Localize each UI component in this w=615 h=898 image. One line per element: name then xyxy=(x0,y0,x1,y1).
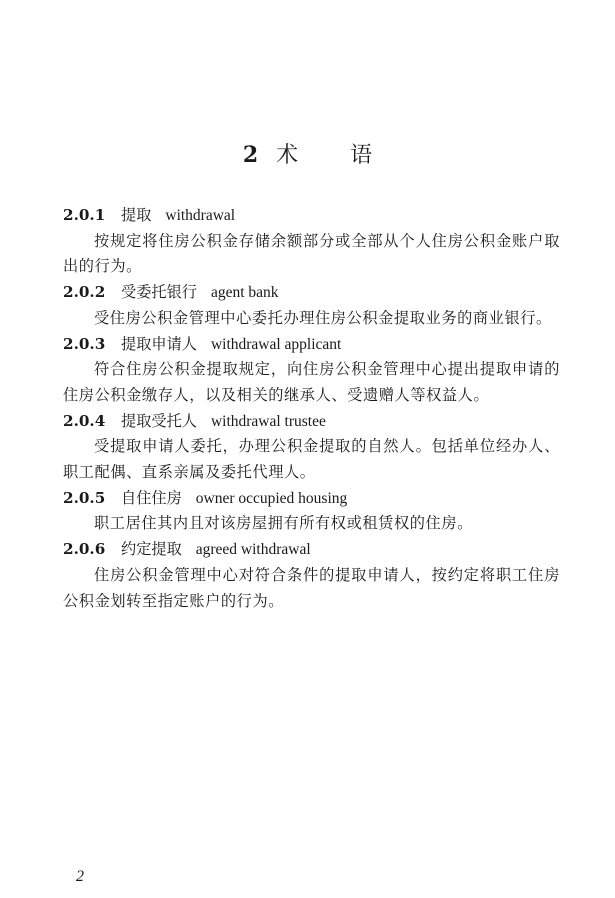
term-english: agreed withdrawal xyxy=(195,541,311,559)
term-entry xyxy=(63,537,560,614)
term-heading xyxy=(63,486,560,512)
term-number: 2.0.3 xyxy=(63,334,106,353)
term-heading xyxy=(63,537,560,563)
term-entry xyxy=(63,332,560,409)
term-number: 2.0.1 xyxy=(63,206,106,224)
term-heading xyxy=(63,332,560,358)
terms-list xyxy=(63,203,560,614)
term-number: 2.0.6 xyxy=(63,540,106,559)
term-definition: 职工居住其内且对该房屋拥有所有权或租赁权的住房。 xyxy=(94,514,473,533)
chapter-title-part2: 语 xyxy=(350,143,373,168)
term-chinese: 提取受托人 xyxy=(121,411,197,430)
term-definition: 受提取申请人委托，办理公积金提取的自然人。包括单位经办人、职工配偶、直系亲属及委托代理人。 xyxy=(63,437,560,482)
term-chinese: 提取申请人 xyxy=(121,334,197,353)
term-definition: 住房公积金管理中心对符合条件的提取申请人，按约定将职工住房公积金划转至指定账户的行为。 xyxy=(63,565,560,610)
term-definition: 按规定将住房公积金存储余额部分或全部从个人住房公积金账户取出的行为。 xyxy=(63,231,560,276)
term-english: withdrawal applicant xyxy=(210,335,342,353)
term-english: owner occupied housing xyxy=(195,489,348,507)
term-entry xyxy=(63,203,560,280)
term-english: withdrawal trustee xyxy=(210,412,326,430)
chapter-number: 2 xyxy=(242,142,259,168)
term-number: 2.0.4 xyxy=(63,411,106,430)
term-number: 2.0.2 xyxy=(63,283,106,302)
term-chinese: 受委托银行 xyxy=(121,283,197,302)
chapter-title xyxy=(0,140,615,171)
term-heading xyxy=(63,280,560,306)
term-heading xyxy=(63,409,560,435)
term-chinese: 自住住房 xyxy=(121,488,182,507)
term-definition: 受住房公积金管理中心委托办理住房公积金提取业务的商业银行。 xyxy=(94,308,552,327)
chapter-title-part1: 术 xyxy=(276,143,299,168)
term-entry xyxy=(63,409,560,486)
term-entry xyxy=(63,486,560,537)
term-definition: 符合住房公积金提取规定，向住房公积金管理中心提出提取申请的住房公积金缴存人，以及相关的继承人、受遗赠人等权益人。 xyxy=(63,360,560,404)
term-english: withdrawal xyxy=(165,207,236,224)
term-heading xyxy=(63,203,560,229)
term-number: 2.0.5 xyxy=(63,488,106,507)
term-english: agent bank xyxy=(210,284,279,302)
term-chinese: 约定提取 xyxy=(121,540,182,559)
page-number: 2 xyxy=(76,868,84,885)
term-entry xyxy=(63,280,560,331)
term-chinese: 提取 xyxy=(121,206,152,224)
